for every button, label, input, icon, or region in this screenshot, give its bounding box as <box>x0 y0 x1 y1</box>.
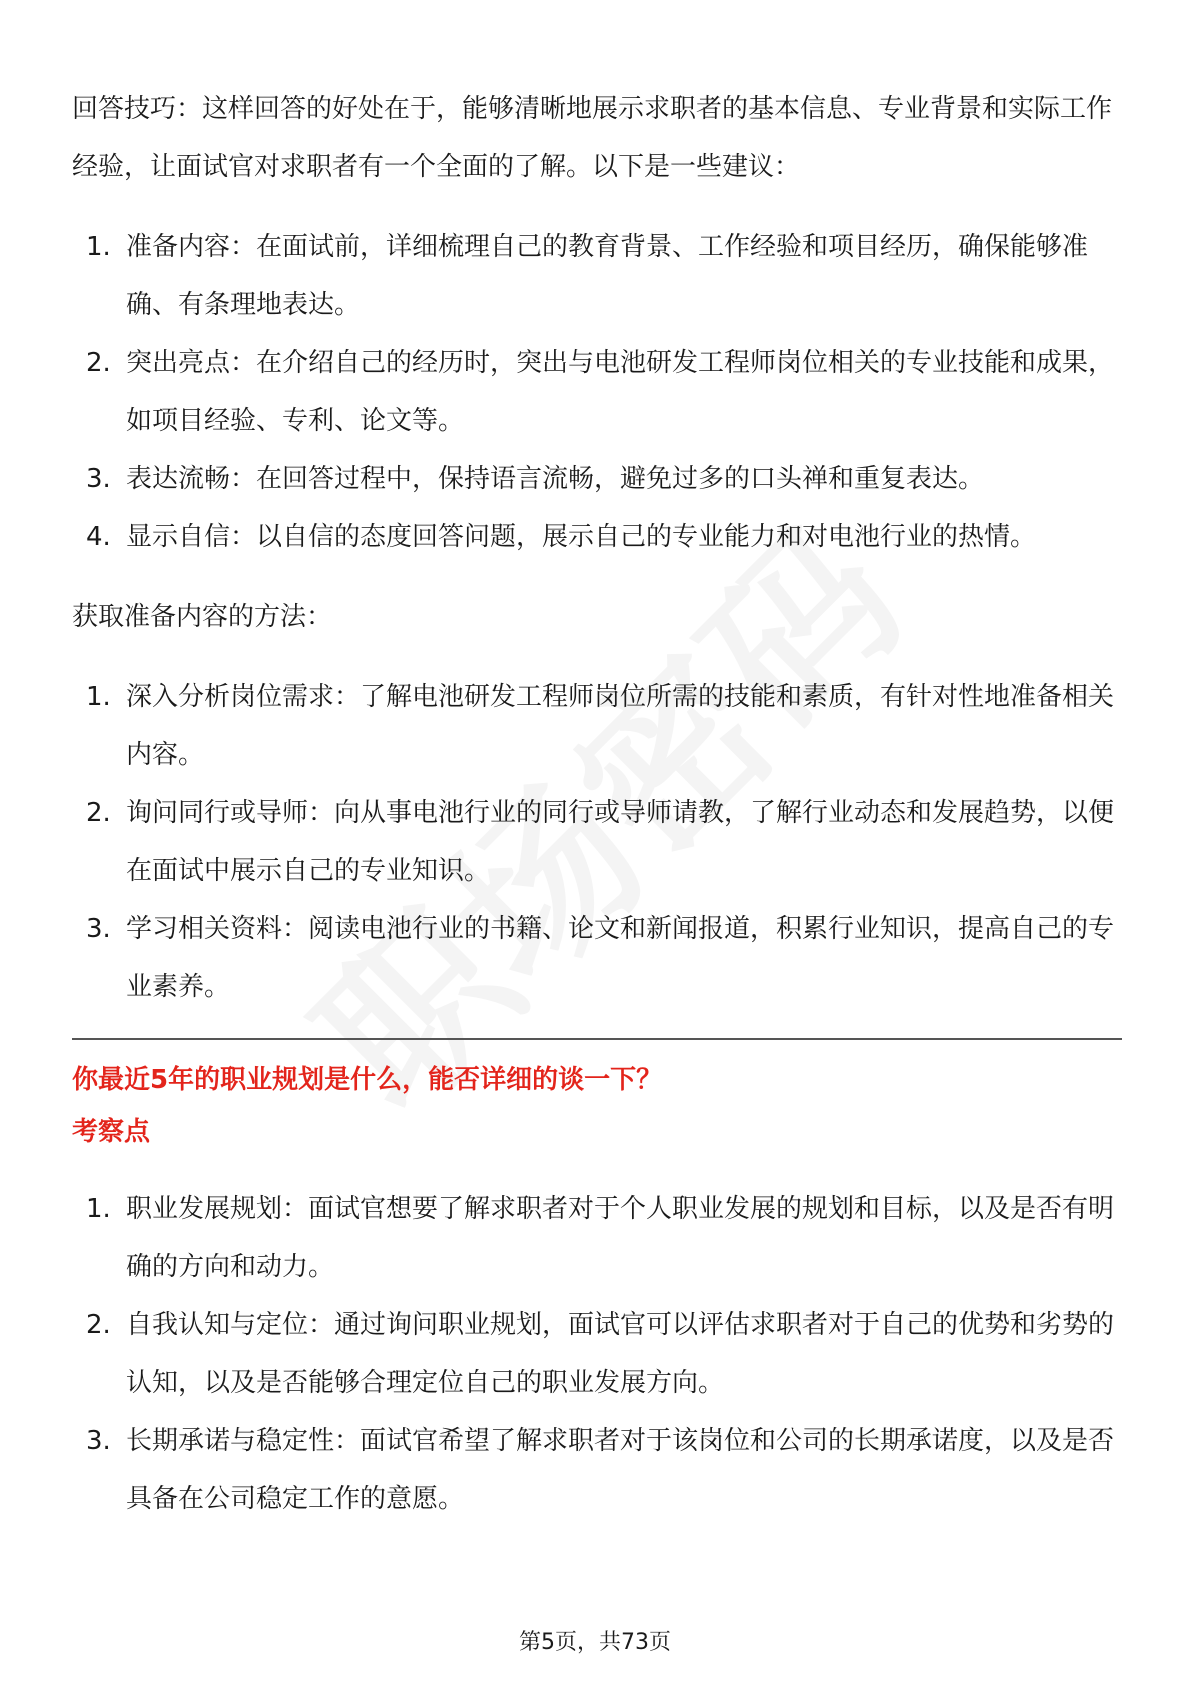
list-text: 突出亮点：在介绍自己的经历时，突出与电池研发工程师岗位相关的专业技能和成果，如项目经验、专利、论文等。 <box>126 348 1115 436</box>
list-text: 深入分析岗位需求：了解电池研发工程师岗位所需的技能和素质，有针对性地准备相关内容。 <box>126 682 1115 770</box>
list-text: 长期承诺与稳定性：面试官希望了解求职者对于该岗位和公司的长期承诺度，以及是否具备在公司稳定工作的意愿。 <box>126 1426 1115 1514</box>
list-text: 准备内容：在面试前，详细梳理自己的教育背景、工作经验和项目经历，确保能够准确、有条理地表达。 <box>126 232 1089 320</box>
list-number: 4. <box>86 522 111 552</box>
list-number: 3. <box>86 464 111 494</box>
list-text: 职业发展规划：面试官想要了解求职者对于个人职业发展的规划和目标，以及是否有明确的方向和动力。 <box>126 1194 1115 1282</box>
list-number: 2. <box>86 798 111 828</box>
question-heading: 你最近5年的职业规划是什么，能否详细的谈一下？ <box>72 1065 663 1095</box>
list-text: 显示自信：以自信的态度回答问题，展示自己的专业能力和对电池行业的热情。 <box>126 522 1037 552</box>
section-divider <box>72 1038 1122 1040</box>
list-item <box>72 1180 1122 1296</box>
exam-points-list <box>72 1180 1122 1528</box>
list-text: 表达流畅：在回答过程中，保持语言流畅，避免过多的口头禅和重复表达。 <box>126 464 985 494</box>
list-item <box>72 334 1122 450</box>
list-text: 学习相关资料：阅读电池行业的书籍、论文和新闻报道，积累行业知识，提高自己的专业素养。 <box>126 914 1115 1002</box>
tips-list <box>72 218 1122 566</box>
list-item <box>72 508 1122 566</box>
list-item <box>72 784 1122 900</box>
list-item <box>72 450 1122 508</box>
list-number: 1. <box>86 232 111 262</box>
document-page <box>72 80 1122 1550</box>
methods-heading: 获取准备内容的方法： <box>72 602 333 632</box>
methods-list <box>72 668 1122 1016</box>
intro-paragraph: 回答技巧：这样回答的好处在于，能够清晰地展示求职者的基本信息、专业背景和实际工作经验，让面试官对求职者有一个全面的了解。以下是一些建议： <box>72 94 1113 182</box>
list-number: 2. <box>86 348 111 378</box>
page-footer: 第5页，共73页 <box>519 1630 671 1655</box>
list-number: 1. <box>86 1194 111 1224</box>
list-item <box>72 218 1122 334</box>
list-text: 询问同行或导师：向从事电池行业的同行或导师请教，了解行业动态和发展趋势，以便在面试中展示自己的专业知识。 <box>126 798 1115 886</box>
list-number: 1. <box>86 682 111 712</box>
list-text: 自我认知与定位：通过询问职业规划，面试官可以评估求职者对于自己的优势和劣势的认知，以及是否能够合理定位自己的职业发展方向。 <box>126 1310 1115 1398</box>
list-item <box>72 1412 1122 1528</box>
list-number: 3. <box>86 914 111 944</box>
list-item <box>72 900 1122 1016</box>
list-number: 2. <box>86 1310 111 1340</box>
list-number: 3. <box>86 1426 111 1456</box>
list-item <box>72 1296 1122 1412</box>
exam-points-heading: 考察点 <box>72 1117 151 1147</box>
list-item <box>72 668 1122 784</box>
